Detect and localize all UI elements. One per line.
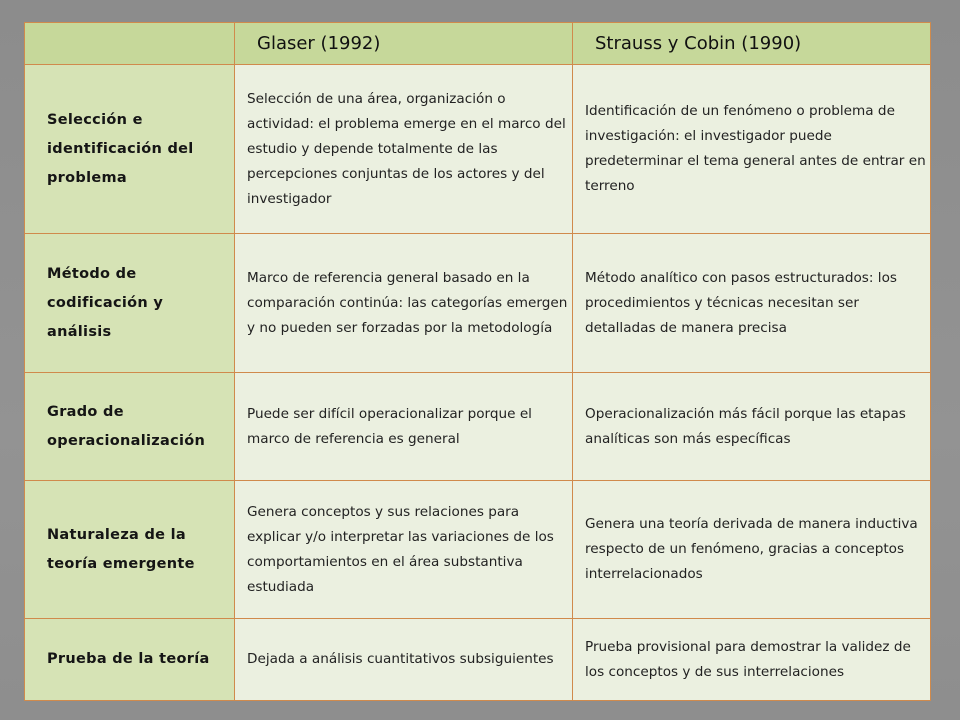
header-glaser: Glaser (1992) [235,23,573,65]
cell-glaser-seleccion: Selección de una área, organización o actividad: el problema emerge en el marco del estudio y depende totalmente de las percepciones conjuntas de los actores y del investigador [235,65,573,234]
table-row [25,481,931,619]
table-row [25,65,931,234]
row-label-seleccion: Selección e identificación del problema [25,65,235,234]
row-label-naturaleza: Naturaleza de la teoría emergente [25,481,235,619]
table-row [25,234,931,373]
cell-strauss-metodo: Método analítico con pasos estructurados: los procedimientos y técnicas necesitan ser detalladas de manera precisa [573,234,931,373]
table-header-row [25,23,931,65]
cell-strauss-prueba: Prueba provisional para demostrar la validez de los conceptos y de sus interrelaciones [573,619,931,701]
row-label-metodo: Método de codificación y análisis [25,234,235,373]
cell-strauss-naturaleza: Genera una teoría derivada de manera inductiva respecto de un fenómeno, gracias a conceptos interrelacionados [573,481,931,619]
row-label-operacionalizacion: Grado de operacionalización [25,373,235,481]
header-corner-cell [25,23,235,65]
header-strauss-cobin: Strauss y Cobin (1990) [573,23,931,65]
table-row [25,619,931,701]
comparison-table [24,22,931,701]
cell-glaser-metodo: Marco de referencia general basado en la comparación continúa: las categorías emergen y no pueden ser forzadas por la metodología [235,234,573,373]
cell-glaser-prueba: Dejada a análisis cuantitativos subsiguientes [235,619,573,701]
cell-glaser-naturaleza: Genera conceptos y sus relaciones para explicar y/o interpretar las variaciones de los comportamientos en el área substantiva estudiada [235,481,573,619]
cell-strauss-operacionalizacion: Operacionalización más fácil porque las etapas analíticas son más específicas [573,373,931,481]
cell-strauss-seleccion: Identificación de un fenómeno o problema de investigación: el investigador puede predeterminar el tema general antes de entrar en terreno [573,65,931,234]
table-row [25,373,931,481]
cell-glaser-operacionalizacion: Puede ser difícil operacionalizar porque el marco de referencia es general [235,373,573,481]
row-label-prueba: Prueba de la teoría [25,619,235,701]
